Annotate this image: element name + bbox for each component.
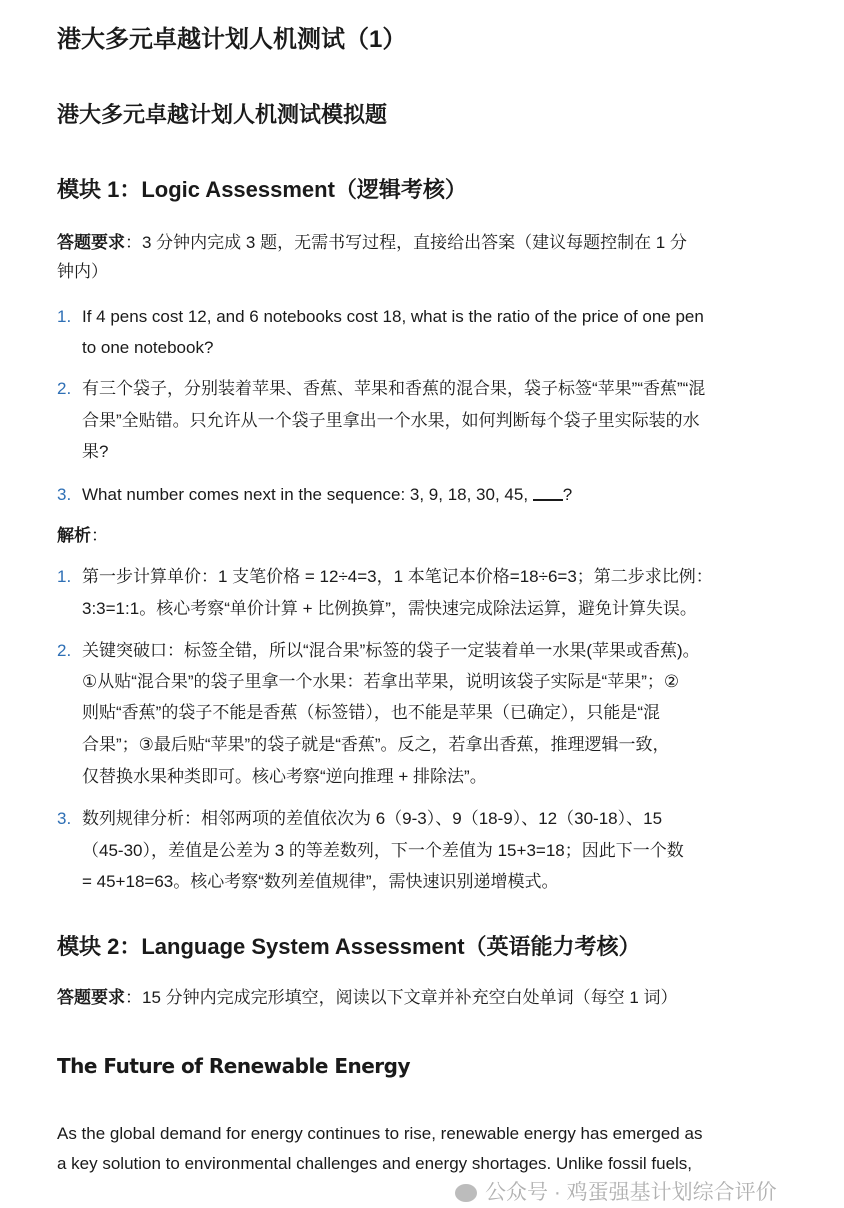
answer-2-line: ①从贴“混合果”的袋子里拿一个水果：若拿出苹果，说明该袋子实际是“苹果”；② bbox=[82, 672, 680, 691]
question-3-text: What number comes next in the sequence: 3, 9, 18, 30, 45, bbox=[82, 485, 533, 504]
watermark bbox=[455, 1180, 777, 1206]
requirement-text: ：3 分钟内完成 3 题，无需书写过程，直接给出答案（建议每题控制在 1 分 bbox=[125, 233, 687, 252]
module2-heading: 模块 2：Language System Assessment（英语能力考核） bbox=[57, 934, 641, 959]
question-1-line: to one notebook? bbox=[82, 338, 214, 357]
answer-3-line: = 45+18=63。核心考察“数列差值规律”，需快速识别递增模式。 bbox=[82, 872, 559, 891]
answer-1-line: 3:3=1:1。核心考察“单价计算 + 比例换算”，需快速完成除法运算，避免计算失误。 bbox=[82, 599, 697, 618]
article-paragraph-line: As the global demand for energy continues to rise, renewable energy has emerged as bbox=[57, 1124, 703, 1143]
question-number: 3. bbox=[57, 485, 72, 504]
module2-requirement bbox=[57, 986, 678, 1010]
document-subtitle: 港大多元卓越计划人机测试模拟题 bbox=[57, 102, 388, 127]
watermark-text: 公众号 · 鸡蛋强基计划综合评价 bbox=[485, 1181, 777, 1204]
article-paragraph-line: a key solution to environmental challenges and energy shortages. Unlike fossil fuels, bbox=[57, 1154, 693, 1173]
answer-3-line: （45-30），差值是公差为 3 的等差数列，下一个差值为 15+3=18；因此下一个数 bbox=[82, 841, 684, 860]
answer-2-line: 关键突破口：标签全错，所以“混合果”标签的袋子一定装着单一水果(苹果或香蕉)。 bbox=[82, 641, 700, 660]
article-title: The Future of Renewable Energy bbox=[57, 1054, 411, 1078]
question-2-line: 有三个袋子，分别装着苹果、香蕉、苹果和香蕉的混合果，袋子标签“苹果”“香蕉”“混 bbox=[82, 379, 706, 398]
module1-heading: 模块 1：Logic Assessment（逻辑考核） bbox=[57, 177, 467, 202]
answer-2-line: 则贴“香蕉”的袋子不能是香蕉（标签错），也不能是苹果（已确定），只能是“混 bbox=[82, 703, 660, 722]
answer-3-line: 数列规律分析：相邻两项的差值依次为 6（9-3）、9（18-9）、12（30-18）、15 bbox=[82, 809, 663, 828]
requirement-text-cont: 钟内） bbox=[57, 262, 108, 281]
answer-2-line: 合果”；③最后贴“苹果”的袋子就是“香蕉”。反之，若拿出香蕉，推理逻辑一致， bbox=[82, 735, 670, 754]
answer-number: 1. bbox=[57, 567, 72, 586]
question-2-line: 合果”全贴错。只允许从一个袋子里拿出一个水果，如何判断每个袋子里实际装的水 bbox=[82, 411, 700, 430]
analysis-label: 解析 bbox=[57, 526, 91, 545]
answer-blank bbox=[533, 485, 563, 501]
requirement-label: 答题要求 bbox=[57, 988, 125, 1007]
question-number: 1. bbox=[57, 307, 72, 326]
analysis-colon: ： bbox=[91, 526, 108, 545]
question-3-line bbox=[82, 483, 572, 507]
requirement-label: 答题要求 bbox=[57, 233, 125, 252]
question-number: 2. bbox=[57, 379, 72, 398]
answer-1-line: 第一步计算单价：1 支笔价格 = 12÷4=3，1 本笔记本价格=18÷6=3；第二步求比例： bbox=[82, 567, 713, 586]
question-mark: ? bbox=[562, 485, 573, 504]
wechat-icon bbox=[455, 1184, 477, 1202]
requirement-text: ：15 分钟内完成完形填空，阅读以下文章并补充空白处单词（每空 1 词） bbox=[125, 988, 678, 1007]
module1-requirement bbox=[57, 231, 687, 255]
answer-2-line: 仅替换水果种类即可。核心考察“逆向推理 + 排除法”。 bbox=[82, 767, 487, 786]
question-1-line: If 4 pens cost 12, and 6 notebooks cost 18, what is the ratio of the price of one pen bbox=[82, 307, 704, 326]
analysis-heading bbox=[57, 524, 108, 548]
question-2-line: 果? bbox=[82, 442, 109, 461]
document-title: 港大多元卓越计划人机测试（1） bbox=[57, 26, 407, 53]
answer-number: 3. bbox=[57, 809, 72, 828]
answer-number: 2. bbox=[57, 641, 72, 660]
